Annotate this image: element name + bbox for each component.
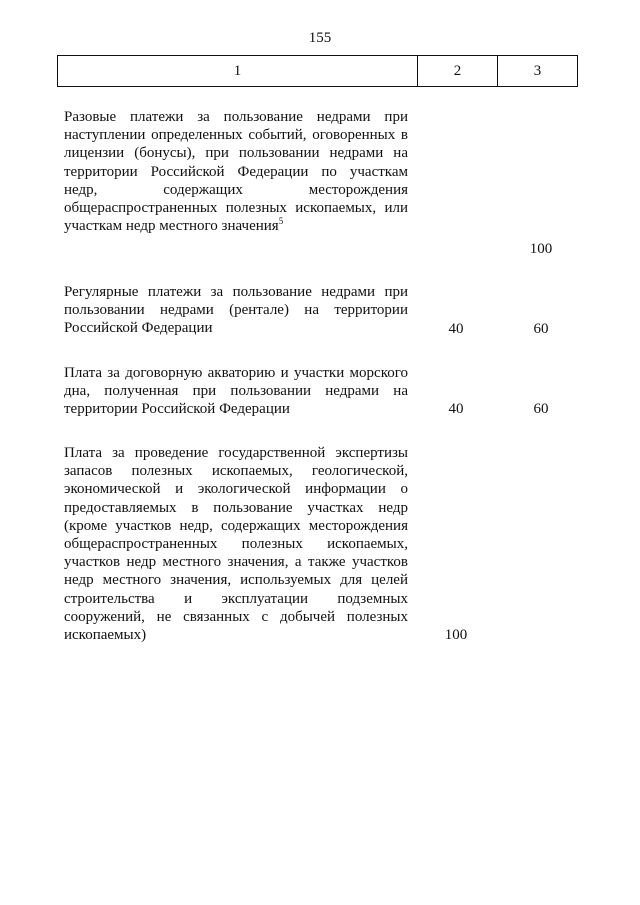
- table-header: [57, 55, 578, 87]
- column-header-2: 2: [418, 56, 498, 86]
- table-cell-col2: 100: [444, 627, 468, 643]
- page-number: 155: [308, 30, 332, 46]
- table-cell-col3: 60: [533, 401, 549, 417]
- table-cell-col2: 40: [448, 321, 464, 337]
- footnote-marker: 5: [278, 216, 284, 227]
- table-cell-col2: 40: [448, 401, 464, 417]
- column-header-3: 3: [533, 62, 542, 79]
- table-row-description: Разовые платежи за пользование недрами при наступлении определенных событий, оговоренных в лицензии (бонусы), при пользовании недрами на территории Российской Федерации по участкам недр, содержащих месторождения общераспространенных полезных ископаемых, или участкам недр местного значения$^5$: [64, 109, 408, 235]
- column-header-1: 1: [58, 56, 418, 86]
- table-row-description: Регулярные платежи за пользование недрами при пользовании недрами (рентале) на территории Российской Федерации: [64, 284, 408, 337]
- table-cell-col3: 100: [529, 241, 553, 257]
- table-row-description: Плата за договорную акваторию и участки морского дна, полученная при пользовании недрами на территории Российской Федерации: [64, 365, 408, 418]
- table-row-description: Плата за проведение государственной экспертизы запасов полезных ископаемых, геологической, экономической и экологической информации о предоставляемых в пользование участках недр (кроме участков недр, содержащих месторождения общераспространенных полезных ископаемых, участков недр местного значения, а также участков недр местного значения, используемых для целей строительства и эксплуатации подземных сооружений, не связанных с добычей полезных ископаемых): [64, 445, 408, 644]
- table-cell-col3: 60: [533, 321, 549, 337]
